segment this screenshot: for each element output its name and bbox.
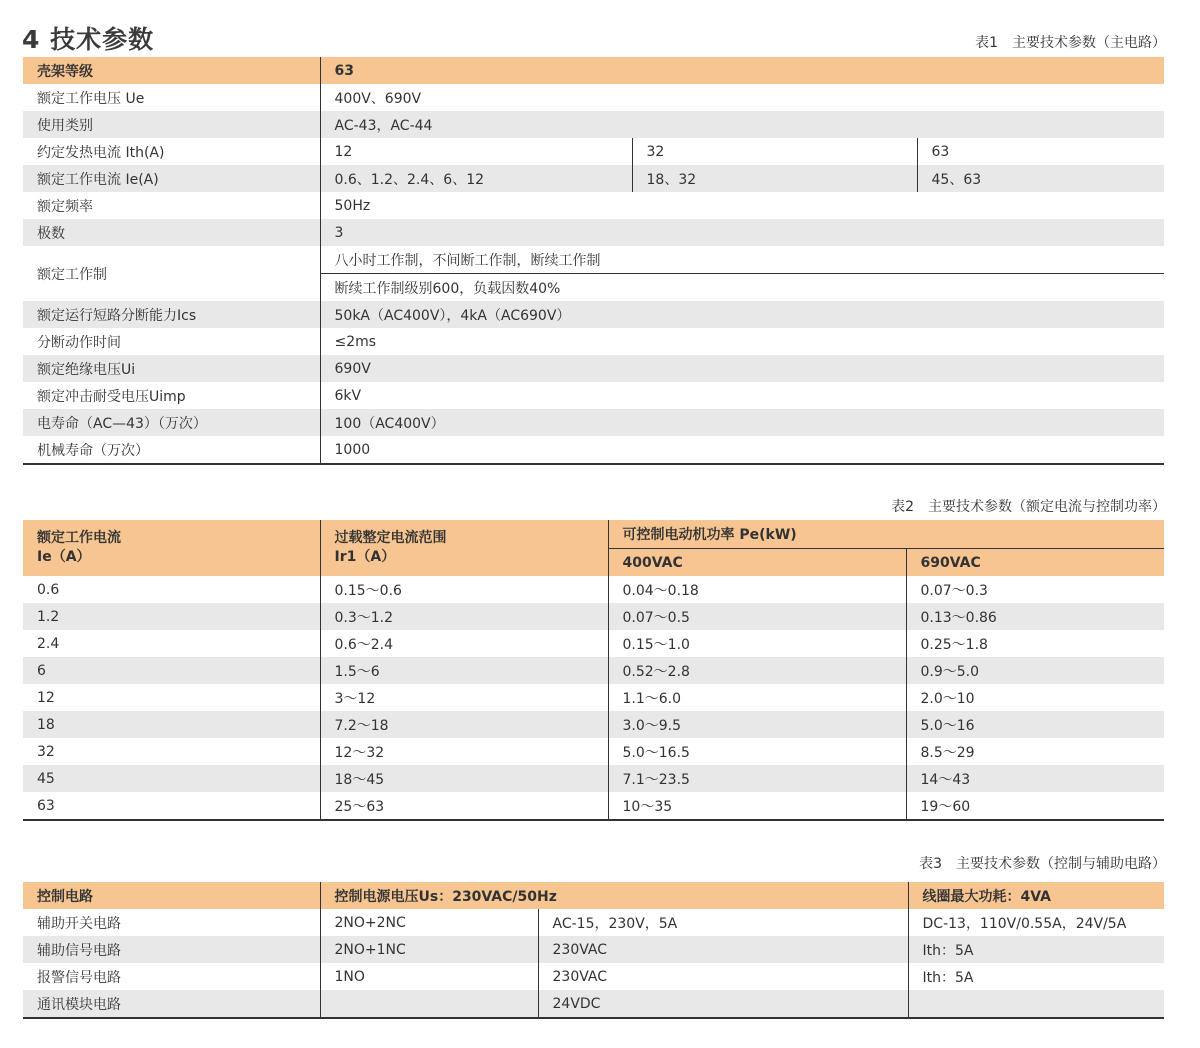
t1-header-label: 壳架等级 (23, 57, 320, 84)
t1-mech-life-value: 1000 (320, 436, 1164, 464)
t1-ue-label: 额定工作电压 Ue (37, 90, 145, 107)
t2-ir: 0.15～0.6 (320, 576, 608, 603)
t2-ie: 63 (37, 797, 55, 814)
t3-extra: Ith：5A (908, 963, 1164, 990)
t1-poles-label: 极数 (23, 219, 320, 246)
table-row (23, 684, 1164, 711)
t2-ir: 7.2～18 (320, 711, 608, 738)
t1-ics-value: 50kA（AC400V），4kA（AC690V） (320, 301, 1164, 328)
t1-break-time-label: 分断动作时间 (37, 334, 121, 351)
t2-ie: 0.6 (37, 581, 60, 598)
t2-header-ie-line2: Ie（A） (37, 549, 91, 565)
t1-ie-label: 额定工作电流 Ie(A) (23, 165, 320, 192)
t2-ir: 12～32 (320, 738, 608, 765)
t2-ie: 1.2 (23, 603, 320, 630)
t2-ie: 12 (37, 689, 55, 706)
t1-header-value: 63 (320, 57, 1164, 84)
table-row (23, 657, 1164, 684)
t2-p400: 3.0～9.5 (608, 711, 906, 738)
t3-header-coil: 线圈最大功耗：4VA (908, 882, 1164, 909)
table-row (23, 990, 1164, 1018)
table-row (23, 576, 1164, 603)
t2-p690: 0.07～0.3 (906, 576, 1164, 603)
t2-ir: 0.3～1.2 (320, 603, 608, 630)
t1-uimp-value: 6kV (320, 382, 1164, 409)
table-row (23, 603, 1164, 630)
t2-header-690vac: 690VAC (906, 549, 1164, 577)
t2-header-ir-line1: 过载整定电流范围 (334, 530, 447, 546)
t2-ie: 2.4 (37, 635, 60, 652)
table1-main-circuit (23, 57, 1164, 465)
t3-contacts: 2NO+2NC (320, 909, 538, 936)
t2-p690: 2.0～10 (906, 684, 1164, 711)
t2-header-ir-line2: Ir1（A） (334, 549, 396, 565)
t2-p690: 8.5～29 (906, 738, 1164, 765)
table-row (23, 765, 1164, 792)
t2-ir: 25～63 (320, 792, 608, 820)
t2-ir: 0.6～2.4 (320, 630, 608, 657)
t2-p400: 5.0～16.5 (608, 738, 906, 765)
t2-p400: 10～35 (608, 792, 906, 820)
table-row (23, 711, 1164, 738)
t2-header-ie-line1: 额定工作电流 (37, 530, 121, 546)
t1-category-value: AC-43，AC-44 (320, 111, 1164, 138)
t3-rating: 230VAC (538, 963, 908, 990)
t3-rating: 230VAC (538, 936, 908, 963)
t2-ie: 32 (37, 743, 55, 760)
t2-ie: 6 (23, 657, 320, 684)
section-title: 4 技术参数 (22, 25, 155, 54)
table3-control-circuit (23, 882, 1164, 1019)
t2-p400: 1.1～6.0 (608, 684, 906, 711)
t3-name: 辅助开关电路 (37, 915, 121, 932)
t2-p400: 0.15～1.0 (608, 630, 906, 657)
t1-ith-v2: 32 (632, 138, 917, 165)
t2-p400: 0.07～0.5 (608, 603, 906, 630)
t3-extra: DC-13，110V/0.55A，24V/5A (908, 909, 1164, 936)
t2-p400: 0.04～0.18 (608, 576, 906, 603)
t3-header-supply: 控制电源电压Us：230VAC/50Hz (320, 882, 908, 909)
t2-header-power: 可控制电动机功率 Pe(kW) (608, 520, 1164, 549)
t1-freq-value: 50Hz (320, 192, 1164, 219)
t1-ui-label: 额定绝缘电压Ui (23, 355, 320, 382)
t3-name: 通讯模块电路 (23, 990, 320, 1018)
t3-name: 报警信号电路 (37, 969, 121, 986)
t2-p690: 5.0～16 (906, 711, 1164, 738)
t1-mech-life-label: 机械寿命（万次） (37, 442, 149, 459)
t1-ue-value: 400V、690V (320, 84, 1164, 111)
table3-caption: 表3 主要技术参数（控制与辅助电路） (919, 856, 1166, 872)
t2-p690: 0.25～1.8 (906, 630, 1164, 657)
table1-caption: 表1 主要技术参数（主电路） (975, 35, 1166, 51)
t2-ie: 18 (23, 711, 320, 738)
t1-ie-v1: 0.6、1.2、2.4、6、12 (320, 165, 632, 192)
t3-header-circuit: 控制电路 (23, 882, 320, 909)
t1-elec-life-label: 电寿命（AC—43）（万次） (23, 409, 320, 436)
table-row (23, 792, 1164, 820)
t1-poles-value: 3 (320, 219, 1164, 246)
t3-contacts: 2NO+1NC (320, 936, 538, 963)
t1-break-time-value: ≤2ms (320, 328, 1164, 355)
t1-freq-label: 额定频率 (37, 198, 93, 215)
t1-duty-line1: 八小时工作制，不间断工作制，断续工作制 (320, 246, 1164, 274)
table-row (23, 963, 1164, 990)
t3-extra (908, 990, 1164, 1018)
t1-uimp-label: 额定冲击耐受电压Uimp (37, 388, 186, 405)
t1-ui-value: 690V (320, 355, 1164, 382)
t3-extra: Ith：5A (908, 936, 1164, 963)
t3-rating: 24VDC (538, 990, 908, 1018)
table-row (23, 909, 1164, 936)
t2-p690: 14～43 (906, 765, 1164, 792)
t1-ics-label: 额定运行短路分断能力Ics (23, 301, 320, 328)
table-row (23, 738, 1164, 765)
t2-ir: 3～12 (320, 684, 608, 711)
t3-contacts: 1NO (320, 963, 538, 990)
t1-ith-v1: 12 (320, 138, 632, 165)
t2-ir: 1.5～6 (320, 657, 608, 684)
t1-elec-life-value: 100（AC400V） (320, 409, 1164, 436)
t2-header-ir (320, 520, 608, 576)
t3-contacts (320, 990, 538, 1018)
t2-ie: 45 (23, 765, 320, 792)
table2-caption: 表2 主要技术参数（额定电流与控制功率） (891, 499, 1166, 515)
table-row (23, 936, 1164, 963)
t2-p690: 0.9～5.0 (906, 657, 1164, 684)
table-row (23, 630, 1164, 657)
t1-ie-v2: 18、32 (632, 165, 917, 192)
t2-ir: 18～45 (320, 765, 608, 792)
t2-p400: 7.1～23.5 (608, 765, 906, 792)
t3-rating: AC-15，230V，5A (538, 909, 908, 936)
t2-p400: 0.52～2.8 (608, 657, 906, 684)
table2-current-power (23, 520, 1164, 821)
t2-p690: 19～60 (906, 792, 1164, 820)
t1-ith-label: 约定发热电流 Ith(A) (37, 144, 165, 161)
t1-category-label: 使用类别 (23, 111, 320, 138)
t1-ith-v3: 63 (917, 138, 1164, 165)
t2-p690: 0.13～0.86 (906, 603, 1164, 630)
t1-duty-line2: 断续工作制级别600，负载因数40% (320, 274, 1164, 302)
t2-header-ie (23, 520, 320, 576)
t2-header-400vac: 400VAC (608, 549, 906, 577)
t1-duty-label: 额定工作制 (37, 266, 107, 283)
t1-ie-v3: 45、63 (917, 165, 1164, 192)
t3-name: 辅助信号电路 (23, 936, 320, 963)
